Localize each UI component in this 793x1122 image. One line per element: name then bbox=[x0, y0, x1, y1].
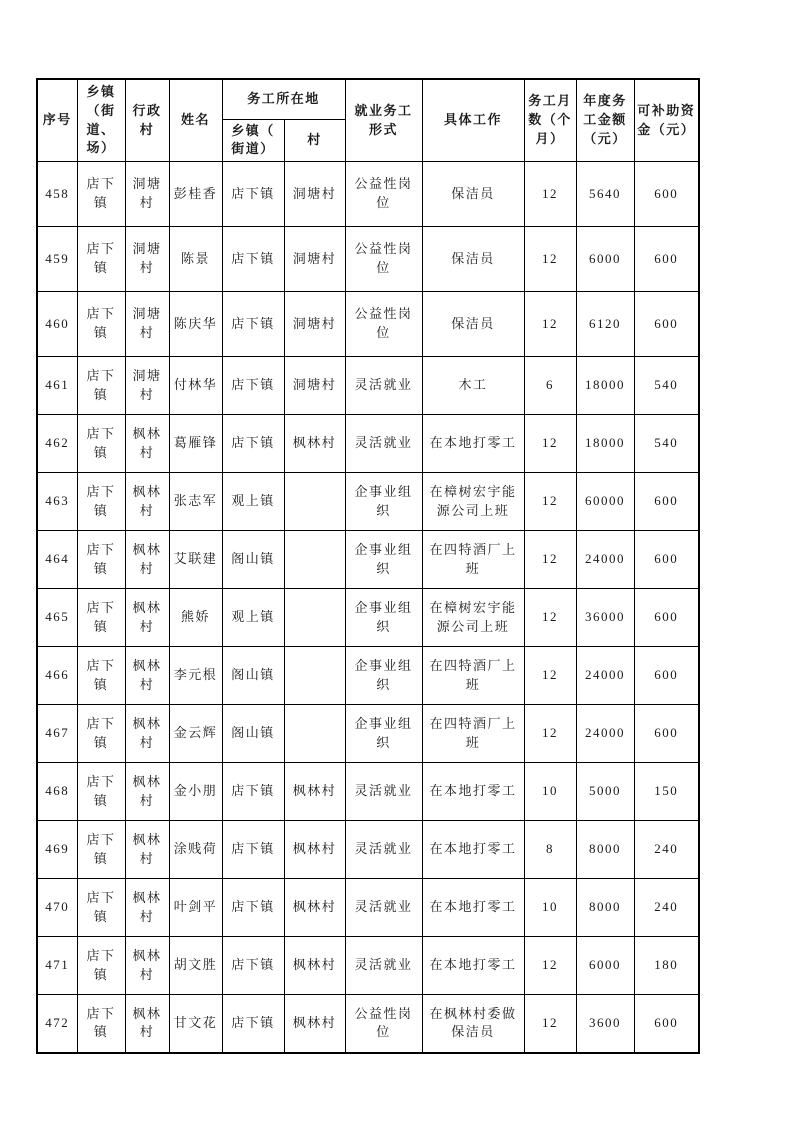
table-row bbox=[37, 162, 699, 227]
table-row bbox=[37, 937, 699, 995]
cell-subsidy: 540 bbox=[634, 415, 699, 473]
cell-work-village bbox=[284, 473, 345, 531]
cell-town: 店下镇 bbox=[77, 763, 125, 821]
cell-employment-form: 企事业组织 bbox=[345, 647, 422, 705]
cell-annual-amount: 8000 bbox=[576, 821, 634, 879]
cell-town: 店下镇 bbox=[77, 879, 125, 937]
cell-subsidy: 180 bbox=[634, 937, 699, 995]
cell-annual-amount: 6120 bbox=[576, 292, 634, 357]
cell-annual-amount: 6000 bbox=[576, 937, 634, 995]
cell-name: 胡文胜 bbox=[169, 937, 222, 995]
cell-serial: 462 bbox=[37, 415, 77, 473]
cell-employment-form: 公益性岗位 bbox=[345, 162, 422, 227]
cell-name: 金小朋 bbox=[169, 763, 222, 821]
cell-subsidy: 600 bbox=[634, 589, 699, 647]
cell-job: 在本地打零工 bbox=[422, 415, 524, 473]
cell-town: 店下镇 bbox=[77, 995, 125, 1053]
cell-village: 枫林村 bbox=[125, 415, 169, 473]
cell-job: 在樟树宏宇能源公司上班 bbox=[422, 473, 524, 531]
cell-months: 12 bbox=[524, 705, 576, 763]
cell-subsidy: 600 bbox=[634, 531, 699, 589]
cell-employment-form: 灵活就业 bbox=[345, 763, 422, 821]
cell-job: 在本地打零工 bbox=[422, 763, 524, 821]
cell-work-town: 观上镇 bbox=[222, 473, 284, 531]
cell-work-town: 店下镇 bbox=[222, 292, 284, 357]
cell-serial: 472 bbox=[37, 995, 77, 1053]
cell-annual-amount: 24000 bbox=[576, 647, 634, 705]
cell-work-town: 店下镇 bbox=[222, 227, 284, 292]
cell-months: 12 bbox=[524, 227, 576, 292]
cell-town: 店下镇 bbox=[77, 531, 125, 589]
table-row bbox=[37, 995, 699, 1053]
cell-work-town: 店下镇 bbox=[222, 763, 284, 821]
cell-work-village: 枫林村 bbox=[284, 995, 345, 1053]
cell-work-town: 店下镇 bbox=[222, 937, 284, 995]
cell-village: 洞塘村 bbox=[125, 162, 169, 227]
table-row bbox=[37, 705, 699, 763]
table-row bbox=[37, 292, 699, 357]
cell-serial: 466 bbox=[37, 647, 77, 705]
cell-months: 12 bbox=[524, 647, 576, 705]
table-row bbox=[37, 357, 699, 415]
cell-employment-form: 公益性岗位 bbox=[345, 292, 422, 357]
cell-work-town: 店下镇 bbox=[222, 357, 284, 415]
col-header-job: 具体工作 bbox=[422, 79, 524, 162]
col-header-serial: 序号 bbox=[37, 79, 77, 162]
cell-serial: 458 bbox=[37, 162, 77, 227]
cell-work-town: 阁山镇 bbox=[222, 647, 284, 705]
cell-town: 店下镇 bbox=[77, 227, 125, 292]
cell-employment-form: 企事业组织 bbox=[345, 531, 422, 589]
cell-name: 彭桂香 bbox=[169, 162, 222, 227]
cell-annual-amount: 24000 bbox=[576, 705, 634, 763]
cell-months: 10 bbox=[524, 763, 576, 821]
cell-job: 在本地打零工 bbox=[422, 937, 524, 995]
cell-serial: 459 bbox=[37, 227, 77, 292]
cell-work-village: 枫林村 bbox=[284, 821, 345, 879]
col-header-work-village: 村 bbox=[284, 119, 345, 162]
cell-name: 张志军 bbox=[169, 473, 222, 531]
table-row bbox=[37, 415, 699, 473]
cell-employment-form: 企事业组织 bbox=[345, 705, 422, 763]
col-header-annual-amount: 年度务工金额（元） bbox=[576, 79, 634, 162]
cell-months: 12 bbox=[524, 995, 576, 1053]
cell-name: 付林华 bbox=[169, 357, 222, 415]
cell-job: 在四特酒厂上班 bbox=[422, 531, 524, 589]
cell-work-town: 阁山镇 bbox=[222, 531, 284, 589]
cell-work-village: 枫林村 bbox=[284, 879, 345, 937]
table-row bbox=[37, 879, 699, 937]
cell-job: 在本地打零工 bbox=[422, 821, 524, 879]
cell-serial: 465 bbox=[37, 589, 77, 647]
cell-serial: 463 bbox=[37, 473, 77, 531]
cell-employment-form: 灵活就业 bbox=[345, 357, 422, 415]
cell-village: 枫林村 bbox=[125, 473, 169, 531]
col-header-village: 行政村 bbox=[125, 79, 169, 162]
cell-work-village bbox=[284, 531, 345, 589]
cell-serial: 468 bbox=[37, 763, 77, 821]
cell-job: 木工 bbox=[422, 357, 524, 415]
cell-employment-form: 灵活就业 bbox=[345, 879, 422, 937]
cell-village: 枫林村 bbox=[125, 589, 169, 647]
cell-work-village: 洞塘村 bbox=[284, 162, 345, 227]
cell-months: 8 bbox=[524, 821, 576, 879]
cell-subsidy: 600 bbox=[634, 995, 699, 1053]
table-row bbox=[37, 647, 699, 705]
col-header-subsidy: 可补助资金（元） bbox=[634, 79, 699, 162]
cell-employment-form: 灵活就业 bbox=[345, 415, 422, 473]
table-row bbox=[37, 227, 699, 292]
cell-annual-amount: 5640 bbox=[576, 162, 634, 227]
cell-name: 熊娇 bbox=[169, 589, 222, 647]
cell-village: 枫林村 bbox=[125, 995, 169, 1053]
table-header bbox=[37, 79, 699, 162]
cell-work-village bbox=[284, 589, 345, 647]
cell-job: 在枫林村委做保洁员 bbox=[422, 995, 524, 1053]
cell-name: 李元根 bbox=[169, 647, 222, 705]
cell-job: 在四特酒厂上班 bbox=[422, 647, 524, 705]
cell-village: 枫林村 bbox=[125, 647, 169, 705]
cell-months: 6 bbox=[524, 357, 576, 415]
cell-town: 店下镇 bbox=[77, 937, 125, 995]
cell-work-village bbox=[284, 705, 345, 763]
cell-job: 保洁员 bbox=[422, 292, 524, 357]
cell-serial: 469 bbox=[37, 821, 77, 879]
col-header-work-location: 务工所在地 bbox=[222, 79, 345, 119]
cell-work-village: 洞塘村 bbox=[284, 227, 345, 292]
cell-months: 12 bbox=[524, 531, 576, 589]
cell-annual-amount: 18000 bbox=[576, 415, 634, 473]
cell-months: 12 bbox=[524, 292, 576, 357]
cell-town: 店下镇 bbox=[77, 647, 125, 705]
cell-town: 店下镇 bbox=[77, 162, 125, 227]
cell-work-village bbox=[284, 647, 345, 705]
cell-village: 枫林村 bbox=[125, 531, 169, 589]
cell-annual-amount: 3600 bbox=[576, 995, 634, 1053]
cell-town: 店下镇 bbox=[77, 821, 125, 879]
table-row bbox=[37, 763, 699, 821]
cell-village: 枫林村 bbox=[125, 705, 169, 763]
cell-job: 在樟树宏宇能源公司上班 bbox=[422, 589, 524, 647]
cell-subsidy: 150 bbox=[634, 763, 699, 821]
cell-employment-form: 灵活就业 bbox=[345, 821, 422, 879]
cell-name: 涂贱荷 bbox=[169, 821, 222, 879]
col-header-name: 姓名 bbox=[169, 79, 222, 162]
table-row bbox=[37, 589, 699, 647]
cell-work-village: 洞塘村 bbox=[284, 357, 345, 415]
cell-annual-amount: 36000 bbox=[576, 589, 634, 647]
cell-job: 在四特酒厂上班 bbox=[422, 705, 524, 763]
cell-job: 保洁员 bbox=[422, 227, 524, 292]
col-header-town: 乡镇（街道、场） bbox=[77, 79, 125, 162]
cell-village: 枫林村 bbox=[125, 763, 169, 821]
cell-village: 洞塘村 bbox=[125, 227, 169, 292]
cell-serial: 460 bbox=[37, 292, 77, 357]
cell-work-town: 观上镇 bbox=[222, 589, 284, 647]
cell-name: 艾联建 bbox=[169, 531, 222, 589]
cell-subsidy: 240 bbox=[634, 821, 699, 879]
cell-serial: 467 bbox=[37, 705, 77, 763]
cell-employment-form: 灵活就业 bbox=[345, 937, 422, 995]
cell-months: 12 bbox=[524, 162, 576, 227]
cell-village: 枫林村 bbox=[125, 821, 169, 879]
cell-subsidy: 600 bbox=[634, 473, 699, 531]
cell-village: 枫林村 bbox=[125, 879, 169, 937]
cell-employment-form: 公益性岗位 bbox=[345, 995, 422, 1053]
cell-subsidy: 600 bbox=[634, 647, 699, 705]
cell-work-village: 枫林村 bbox=[284, 763, 345, 821]
cell-work-village: 枫林村 bbox=[284, 415, 345, 473]
cell-annual-amount: 60000 bbox=[576, 473, 634, 531]
cell-serial: 464 bbox=[37, 531, 77, 589]
cell-employment-form: 企事业组织 bbox=[345, 589, 422, 647]
cell-name: 陈庆华 bbox=[169, 292, 222, 357]
cell-town: 店下镇 bbox=[77, 292, 125, 357]
cell-name: 陈景 bbox=[169, 227, 222, 292]
cell-town: 店下镇 bbox=[77, 705, 125, 763]
cell-name: 葛雁锋 bbox=[169, 415, 222, 473]
cell-village: 洞塘村 bbox=[125, 292, 169, 357]
cell-village: 枫林村 bbox=[125, 937, 169, 995]
cell-annual-amount: 18000 bbox=[576, 357, 634, 415]
cell-work-village: 枫林村 bbox=[284, 937, 345, 995]
cell-subsidy: 600 bbox=[634, 705, 699, 763]
cell-serial: 470 bbox=[37, 879, 77, 937]
table-row bbox=[37, 473, 699, 531]
cell-subsidy: 600 bbox=[634, 162, 699, 227]
cell-employment-form: 公益性岗位 bbox=[345, 227, 422, 292]
cell-annual-amount: 6000 bbox=[576, 227, 634, 292]
cell-work-town: 店下镇 bbox=[222, 821, 284, 879]
table-body bbox=[37, 162, 699, 1053]
cell-town: 店下镇 bbox=[77, 473, 125, 531]
cell-subsidy: 600 bbox=[634, 292, 699, 357]
cell-work-town: 店下镇 bbox=[222, 162, 284, 227]
cell-months: 12 bbox=[524, 589, 576, 647]
cell-job: 保洁员 bbox=[422, 162, 524, 227]
col-header-months: 务工月数（个月） bbox=[524, 79, 576, 162]
cell-name: 甘文花 bbox=[169, 995, 222, 1053]
cell-town: 店下镇 bbox=[77, 357, 125, 415]
cell-employment-form: 企事业组织 bbox=[345, 473, 422, 531]
cell-subsidy: 600 bbox=[634, 227, 699, 292]
cell-months: 12 bbox=[524, 937, 576, 995]
cell-village: 洞塘村 bbox=[125, 357, 169, 415]
cell-town: 店下镇 bbox=[77, 415, 125, 473]
cell-subsidy: 540 bbox=[634, 357, 699, 415]
cell-work-town: 店下镇 bbox=[222, 879, 284, 937]
cell-name: 叶剑平 bbox=[169, 879, 222, 937]
cell-work-village: 洞塘村 bbox=[284, 292, 345, 357]
col-header-work-town: 乡镇（街道） bbox=[222, 119, 284, 162]
cell-annual-amount: 24000 bbox=[576, 531, 634, 589]
header-row-top bbox=[37, 79, 699, 119]
cell-serial: 461 bbox=[37, 357, 77, 415]
cell-months: 10 bbox=[524, 879, 576, 937]
cell-work-town: 阁山镇 bbox=[222, 705, 284, 763]
cell-town: 店下镇 bbox=[77, 589, 125, 647]
cell-work-town: 店下镇 bbox=[222, 415, 284, 473]
table-row bbox=[37, 531, 699, 589]
cell-months: 12 bbox=[524, 473, 576, 531]
cell-serial: 471 bbox=[37, 937, 77, 995]
cell-job: 在本地打零工 bbox=[422, 879, 524, 937]
col-header-employment-form: 就业务工形式 bbox=[345, 79, 422, 162]
cell-annual-amount: 8000 bbox=[576, 879, 634, 937]
cell-months: 12 bbox=[524, 415, 576, 473]
cell-subsidy: 240 bbox=[634, 879, 699, 937]
cell-annual-amount: 5000 bbox=[576, 763, 634, 821]
cell-work-town: 店下镇 bbox=[222, 995, 284, 1053]
employment-subsidy-table bbox=[36, 78, 700, 1054]
table-row bbox=[37, 821, 699, 879]
cell-name: 金云辉 bbox=[169, 705, 222, 763]
